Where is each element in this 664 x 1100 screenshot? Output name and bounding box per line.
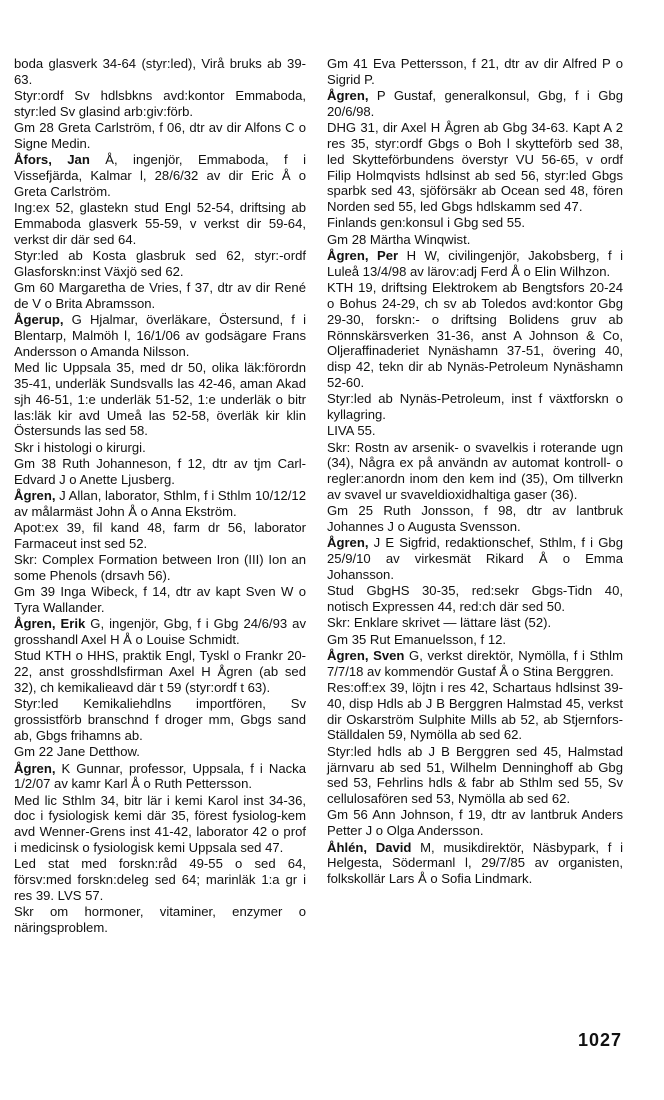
entry-text: Gm 38 Ruth Johanneson, f 12, dtr av tjm Carl-Edvard J o Anette Ljusberg. xyxy=(14,455,306,487)
biography-paragraph xyxy=(327,215,623,231)
entry-text: Gm 22 Jane Detthow. xyxy=(14,744,140,760)
entry-text: Gm 28 Märtha Winqwist. xyxy=(327,231,471,247)
biography-entry-heading xyxy=(327,88,623,120)
biography-paragraph xyxy=(14,360,306,439)
biography-entry-heading xyxy=(327,535,623,582)
entry-text: Apot:ex 39, fil kand 48, farm dr 56, laborator Farmaceut inst sed 52. xyxy=(14,520,306,551)
entry-text: boda glasverk 34-64 (styr:led), Virå bruks ab 39-63. xyxy=(14,56,306,87)
entry-text: Styr:led ab Nynäs-Petroleum, inst f växtforskn o kyllagring. xyxy=(327,391,623,423)
entry-text: LIVA 55. xyxy=(327,423,376,439)
entry-text: J Allan, laborator, Sthlm, f i Sthlm 10/12/12 av målarmäst John Å o Anna Ekström. xyxy=(14,488,306,519)
biography-paragraph xyxy=(14,440,306,456)
entry-text: K Gunnar, professor, Uppsala, f i Nacka 1/2/07 av kamr Karl Å o Ruth Pettersson. xyxy=(14,760,306,792)
biography-entry-heading xyxy=(327,648,623,680)
biography-entry-heading xyxy=(14,152,306,199)
biography-paragraph xyxy=(14,793,306,856)
entry-name: Ågren, xyxy=(327,88,369,104)
biography-paragraph xyxy=(14,552,306,584)
biography-entry-heading xyxy=(327,248,623,280)
biography-paragraph xyxy=(327,807,623,839)
entry-text: Gm 25 Ruth Jonsson, f 98, dtr av lantbruk Johannes J o Augusta Svensson. xyxy=(327,503,623,535)
biography-paragraph xyxy=(14,456,306,488)
biography-entry-heading xyxy=(14,488,306,520)
biography-paragraph xyxy=(327,280,623,391)
entry-name: Ågren, xyxy=(14,760,56,776)
entry-text: Stud GbgHS 30-35, red:sekr Gbgs-Tidn 40, notisch Expressen 44, red:ch där sed 50. xyxy=(327,583,623,615)
biography-paragraph xyxy=(14,280,306,312)
entry-text: DHG 31, dir Axel H Ågren ab Gbg 34-63. Kapt A 2 res 35, styr:ordf Gbgs o Boh l skytteförb sed 38, led Skytteförbundens överstyr VU 56-65, v ordf Filip Holmqvists hdlsinst ab sed 56, styr:led Gbgs sparbk sed 43, sjöförsäkr ab Ocean sed 48, fören Norden sed 55, led Gbgs hdlskamm sed 47. xyxy=(327,120,623,215)
biography-paragraph xyxy=(14,696,306,743)
biography-paragraph xyxy=(327,680,623,743)
biography-paragraph xyxy=(14,248,306,280)
biography-entry-heading xyxy=(14,616,306,648)
entry-text: Gm 56 Ann Johnson, f 19, dtr av lantbruk Anders Petter J o Olga Andersson. xyxy=(327,807,623,839)
biography-paragraph xyxy=(14,584,306,616)
entry-text: G, verkst direktör, Nymölla, f i Sthlm 7/7/18 av kommendör Gustaf Å o Stina Berggren. xyxy=(327,647,623,679)
page-number: 1027 xyxy=(577,1030,622,1050)
biography-paragraph xyxy=(14,120,306,152)
entry-text: Gm 28 Greta Carlström, f 06, dtr av dir Alfons C o Signe Medin. xyxy=(14,120,306,151)
biography-paragraph xyxy=(327,583,623,615)
entry-text: Med lic Sthlm 34, bitr lär i kemi Karol inst 34-36, doc i fysiologisk kemi där 35, förest fysiolog-kem avd Wenner-Grens inst 41-42, laborator 42 o prof i medicinsk o fysiologisk kemi Uppsala sed 47. xyxy=(14,792,306,856)
entry-text: Skr om hormoner, vitaminer, enzymer o näringsproblem. xyxy=(14,904,306,936)
biography-paragraph xyxy=(327,632,623,648)
entry-text: M, musikdirektör, Näsbypark, f i Helgesta, Södermanl l, 29/7/85 av organisten, folkskollär Lars Å o Sofia Lindmark. xyxy=(327,839,623,887)
entry-name: Ågren, Erik xyxy=(14,616,86,632)
entry-text: KTH 19, driftsing Elektrokem ab Bengtsfors 20-24 o Bohus 24-29, ch sv ab Toledos avd:kontor Gbg 29-30, forskn:- o driftsing Bolidens gruv ab Rönnskärsverken 31-36, anst A Johnson & Co, Oljeraffinaderiet Nynäshamn 37-51, övering 40, disp 42, tekn dir ab Nynäs-Petroleum Nynäshamn 52-60. xyxy=(327,280,623,390)
biography-paragraph xyxy=(14,744,306,760)
entry-name: Åhlén, David xyxy=(327,839,412,855)
entry-text: Gm 60 Margaretha de Vries, f 37, dtr av dir René de V o Brita Abramsson. xyxy=(14,280,306,311)
biography-paragraph xyxy=(327,232,623,248)
biography-paragraph xyxy=(327,440,623,503)
biography-paragraph xyxy=(14,56,306,88)
biography-paragraph xyxy=(14,904,306,936)
left-column xyxy=(14,56,306,936)
entry-text: Skr: Complex Formation between Iron (III) Ion an some Phenols (drsavh 56). xyxy=(14,552,306,583)
entry-name: Ågerup, xyxy=(14,312,64,328)
entry-text: Gm 41 Eva Pettersson, f 21, dtr av dir Alfred P o Sigrid P. xyxy=(327,56,623,87)
biography-entry-heading xyxy=(327,840,623,887)
entry-text: Skr: Rostn av arsenik- o svavelkis i roterande ugn (34), Några ex på användn av automat kontroll- o regler:anordn inom den kem ind (35), Om tillverkn av svavel ur svaveldioxidhaltiga gaser (36). xyxy=(327,439,623,503)
entry-text: Skr i histologi o kirurgi. xyxy=(14,439,146,455)
entry-name: Åfors, Jan xyxy=(14,152,90,168)
entry-text: Styr:ordf Sv hdlsbkns avd:kontor Emmaboda, styr:led Sv glasind arb:giv:förb. xyxy=(14,88,306,119)
entry-text: Styr:led Kemikaliehdlns importfören, Sv grossistförb branschnd f droger mm, Gbgs sand ab, Gbgs frihamns ab. xyxy=(14,696,306,743)
biography-paragraph xyxy=(327,120,623,215)
entry-text: G Hjalmar, överläkare, Östersund, f i Blentarp, Malmöh l, 16/1/06 av godsägare Frans Andersson o Amanda Nilsson. xyxy=(14,312,306,359)
right-column xyxy=(327,56,623,887)
entry-name: Ågren, xyxy=(14,488,56,504)
biography-paragraph xyxy=(14,88,306,120)
entry-text: Res:off:ex 39, löjtn i res 42, Schartaus hdlsinst 39-40, disp Hdls ab J B Berggren Halmstad 45, verkst dir Oskarström Sulphite Mills ab 52, ab Stjernfors-Ställdalen 59, Nymölla ab sed 62. xyxy=(327,680,623,743)
biography-paragraph xyxy=(14,648,306,695)
biography-paragraph xyxy=(14,520,306,552)
biography-entry-heading xyxy=(14,761,306,793)
entry-text: Ing:ex 52, glastekn stud Engl 52-54, driftsing ab Emmaboda glasverk 55-59, v verkst dir 59-64, verkst dir där sed 64. xyxy=(14,200,306,247)
entry-name: Ågren, Per xyxy=(327,248,399,264)
biography-paragraph xyxy=(14,856,306,903)
entry-name: Ågren, Sven xyxy=(327,647,405,663)
biography-paragraph xyxy=(327,744,623,807)
entry-text: J E Sigfrid, redaktionschef, Sthlm, f i Gbg 25/9/10 av virkesmät Rikard Å o Emma Johansson. xyxy=(327,535,623,582)
entry-text: Stud KTH o HHS, praktik Engl, Tyskl o Frankr 20-22, anst grosshdlsfirman Axel H Ågren (ab sed 32), ch kemikalieavd där t 59 (styr:ordf t 63). xyxy=(14,648,306,696)
entry-text: Gm 35 Rut Emanuelsson, f 12. xyxy=(327,631,507,647)
biography-paragraph xyxy=(327,423,623,439)
entry-name: Ågren, xyxy=(327,535,369,551)
biography-entry-heading xyxy=(14,312,306,359)
entry-text: G, ingenjör, Gbg, f i Gbg 24/6/93 av grosshandl Axel H Å o Louise Schmidt. xyxy=(14,616,306,648)
biography-paragraph xyxy=(327,56,623,88)
entry-text: Å, ingenjör, Emmaboda, f i Vissefjärda, Kalmar l, 28/6/32 av dir Eric Å o Greta Carlström. xyxy=(14,152,306,199)
entry-text: H W, civilingenjör, Jakobsberg, f i Luleå 13/4/98 av lärov:adj Ferd Å o Elin Wilhzon. xyxy=(327,248,623,279)
biography-paragraph xyxy=(327,503,623,535)
biography-paragraph xyxy=(327,615,623,631)
entry-text: Styr:led hdls ab J B Berggren sed 45, Halmstad järnvaru ab sed 51, Wilhelm Denninghoff ab Gbg sed 53, Fehrlins hdls & fabr ab Sthlm sed 55, Sv cellulosafören sed 53, Nymölla ab sed 62. xyxy=(327,743,623,807)
entry-text: Gm 39 Inga Wibeck, f 14, dtr av kapt Sven W o Tyra Wallander. xyxy=(14,584,306,616)
biography-paragraph xyxy=(327,391,623,423)
entry-text: Styr:led ab Kosta glasbruk sed 62, styr:-ordf Glasforskn:inst Växjö sed 62. xyxy=(14,248,306,279)
entry-text: Skr: Enklare skrivet — lättare läst (52). xyxy=(327,615,552,631)
entry-text: Led stat med forskn:råd 49-55 o sed 64, försv:med forskn:deleg sed 64; marinläk 1:a gr i res 39. LVS 57. xyxy=(14,856,306,903)
entry-text: Finlands gen:konsul i Gbg sed 55. xyxy=(327,215,525,231)
entry-text: P Gustaf, generalkonsul, Gbg, f i Gbg 20/6/98. xyxy=(327,88,623,119)
biography-paragraph xyxy=(14,200,306,247)
entry-text: Med lic Uppsala 35, med dr 50, olika läk:förordn 35-41, underläk Sundsvalls las 42-46, aman Akad sjh 46-51, 1:e underläk 51-52, 1:e underläk o bitr las:läk kir avd Umeå las 52-58, överläk kir klin Östersunds las sed 58. xyxy=(14,360,306,439)
